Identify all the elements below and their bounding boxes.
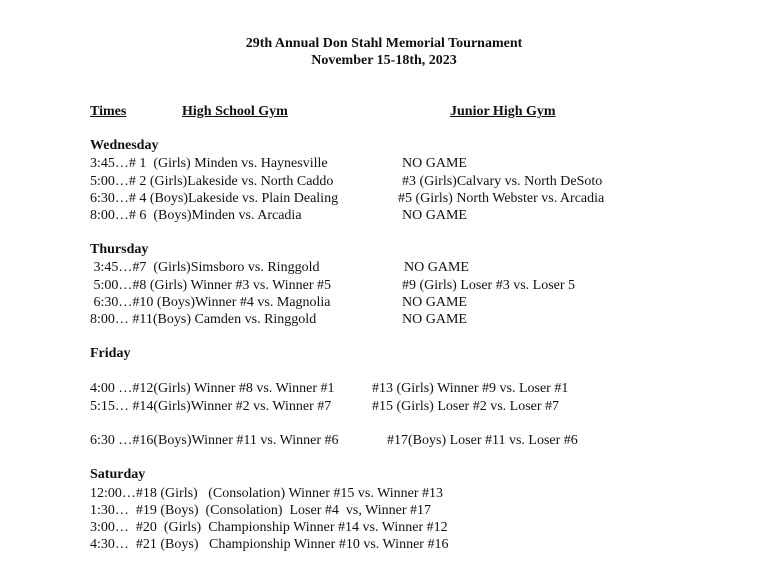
sat-game-3: 3:00… #20 (Girls) Championship Winner #14 vs. Winner #12 [90,520,448,535]
sat-game-4: 4:30… #21 (Boys) Championship Winner #10 vs. Winner #16 [90,537,449,552]
thu-hs-game-2: 5:00…#8 (Girls) Winner #3 vs. Winner #5 [90,278,331,293]
wed-jh-game-1: NO GAME [402,156,467,171]
fri-jh-game-2: #15 (Girls) Loser #2 vs. Loser #7 [372,399,560,414]
wed-jh-game-4: NO GAME [402,208,467,223]
wed-hs-game-1: 3:45…# 1 (Girls) Minden vs. Haynesville [90,156,328,171]
sat-game-2: 1:30… #19 (Boys) (Consolation) Loser #4 vs, Winner #17 [90,503,431,518]
document-subtitle: November 15-18th, 2023 [311,53,457,68]
header-junior-high-gym: Junior High Gym [450,104,556,119]
sat-game-1: 12:00…#18 (Girls) (Consolation) Winner #15 vs. Winner #13 [90,486,443,501]
thu-hs-game-4: 8:00… #11(Boys) Camden vs. Ringgold [90,312,317,327]
wed-jh-game-3: #5 (Girls) North Webster vs. Arcadia [398,191,605,206]
day-label-thursday: Thursday [90,242,149,257]
fri-jh-game-1: #13 (Girls) Winner #9 vs. Loser #1 [372,381,569,396]
day-label-saturday: Saturday [90,467,146,482]
wed-jh-game-2: #3 (Girls)Calvary vs. North DeSoto [402,174,603,189]
fri-hs-game-1: 4:00 …#12(Girls) Winner #8 vs. Winner #1 [90,381,335,396]
header-high-school-gym [182,104,450,120]
thu-hs-game-1: 3:45…#7 (Girls)Simsboro vs. Ringgold [90,260,320,275]
wed-hs-game-4: 8:00…# 6 (Boys)Minden vs. Arcadia [90,208,302,223]
document-title: 29th Annual Don Stahl Memorial Tournament [245,36,523,51]
header-high-school-gym-label: High School Gym [182,104,288,119]
fri-hs-game-3: 6:30 …#16(Boys)Winner #11 vs. Winner #6 [90,433,339,448]
day-label-friday: Friday [90,346,131,361]
thu-jh-game-3: NO GAME [402,295,467,310]
wed-hs-game-2: 5:00…# 2 (Girls)Lakeside vs. North Caddo [90,174,334,189]
header-times: Times [90,104,127,119]
fri-hs-game-2: 5:15… #14(Girls)Winner #2 vs. Winner #7 [90,399,332,414]
fri-jh-game-3: #17(Boys) Loser #11 vs. Loser #6 [387,433,578,448]
thu-jh-game-1: NO GAME [404,260,469,275]
wed-hs-game-3: 6:30…# 4 (Boys)Lakeside vs. Plain Dealing [90,191,339,206]
day-label-wednesday: Wednesday [90,138,159,153]
thu-jh-game-4: NO GAME [402,312,467,327]
thu-hs-game-3: 6:30…#10 (Boys)Winner #4 vs. Magnolia [90,295,331,310]
thu-jh-game-2: #9 (Girls) Loser #3 vs. Loser 5 [402,278,576,293]
